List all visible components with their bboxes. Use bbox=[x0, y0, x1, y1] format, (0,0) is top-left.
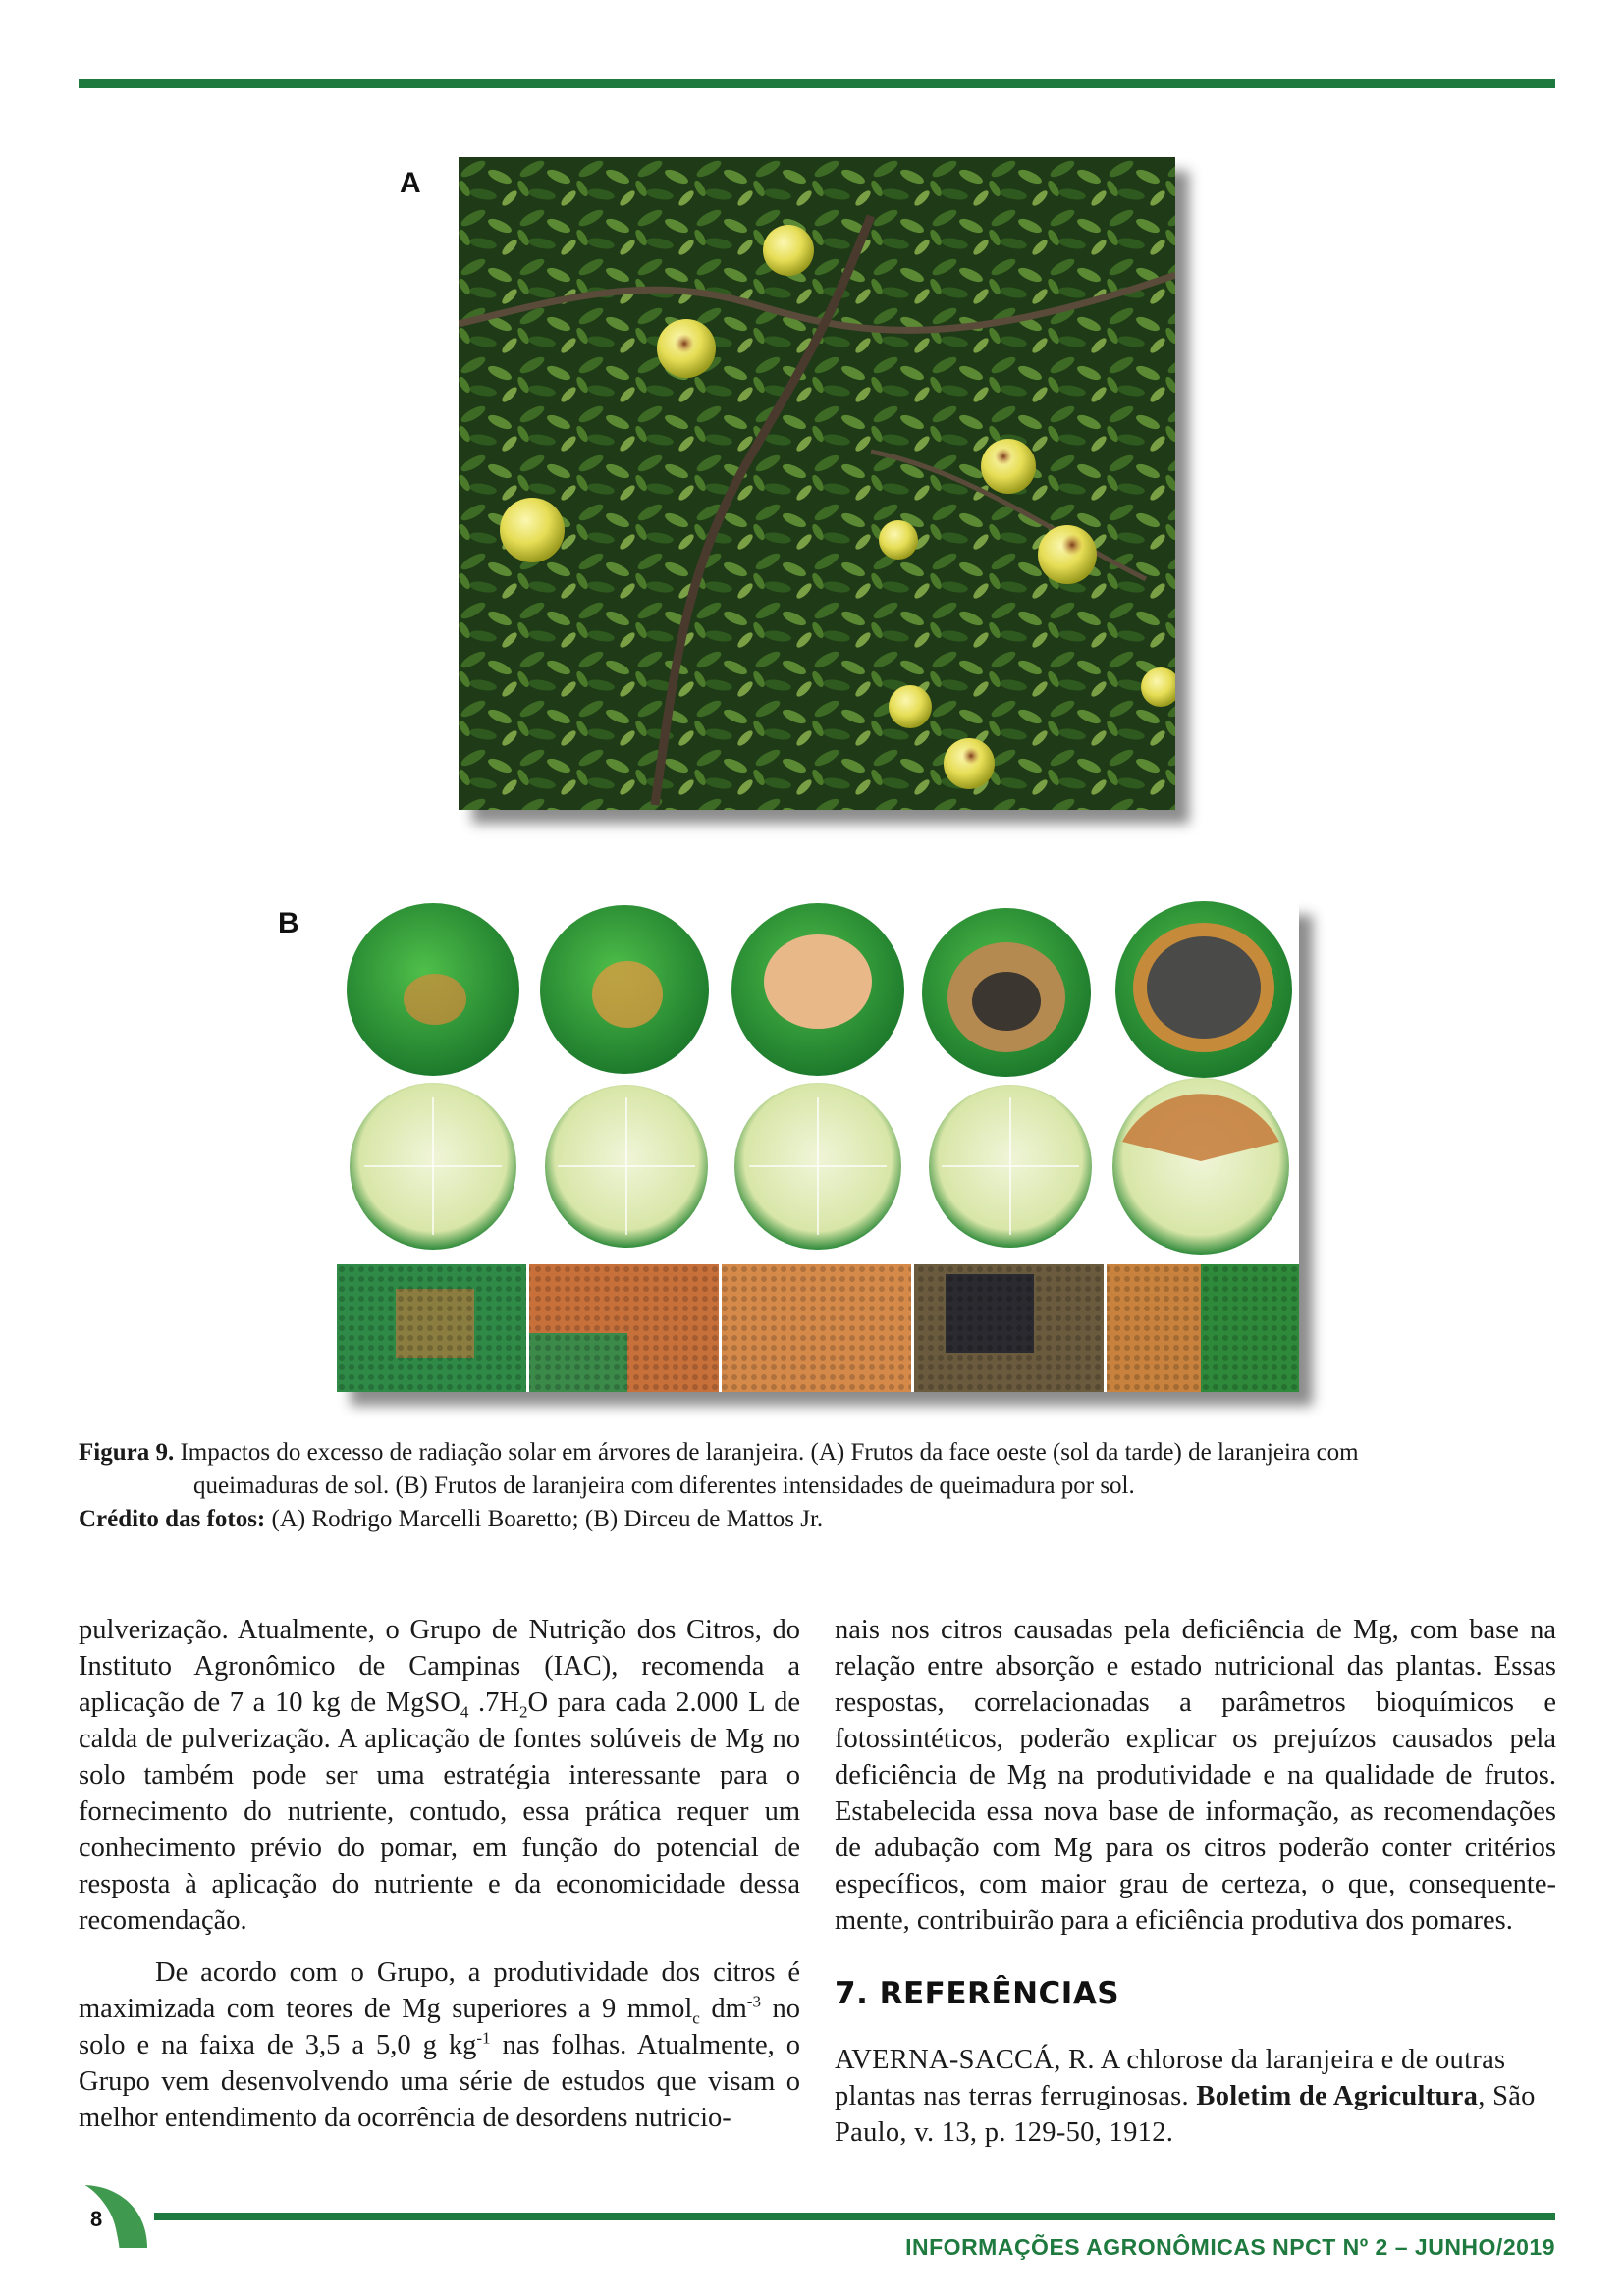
top-rule bbox=[79, 79, 1555, 88]
figure-label-a: A bbox=[400, 167, 421, 199]
left-column bbox=[79, 1612, 800, 2136]
figure-caption bbox=[79, 1436, 1555, 1536]
credit-text: (A) Rodrigo Marcelli Boaretto; (B) Dirceu de Mattos Jr. bbox=[265, 1506, 824, 1532]
left-paragraph-2: De acordo com o Grupo, a produtividade dos citros é maximizada com teores de Mg superiores a 9 mmol$_c$ $dm^{-3}$ no solo e na faixa de 3,5 a 5,0 g $kg^{-1}$ nas folhas. Atualmente, o Grupo vem desenvolvendo uma série de estudos que visam o melhor entendimento da ocorrência de desordens nutricio- bbox=[79, 1957, 800, 2133]
journal-footer: INFORMAÇÕES AGRONÔMICAS NPCT Nº 2 – JUNHO/2019 bbox=[905, 2234, 1555, 2260]
reference-entry: AVERNA-SACCÁ, R. A chlorose da laranjeira e de outras plantas nas terras ferruginosas. Boletim de Agricultura, São Paulo, v. 13, p. 129-50, 1912. bbox=[835, 2045, 1536, 2148]
page-number: 8 bbox=[90, 2207, 103, 2231]
section-heading: 7. REFERÊNCIAS bbox=[835, 1976, 1120, 2011]
caption-text-2: queimaduras de sol. (B) Frutos de laranjeira com diferentes intensidades de queimadura por sol. bbox=[193, 1472, 1135, 1499]
right-column bbox=[835, 1612, 1556, 2151]
caption-text-1: Impactos do excesso de radiação solar em árvores de laranjeira. (A) Frutos da face oeste (sol da tarde) de laranjeira com bbox=[174, 1439, 1359, 1466]
figure-label-b: B bbox=[278, 907, 299, 939]
left-paragraph-1: pulverização. Atualmente, o Grupo de Nutrição dos Citros, do Instituto Agronômico de Campinas (IAC), recomenda a aplicação de 7 a 10 kg de MgSO$_4$ $.7H_2O$ para cada 2.000 L de calda de pulverização. A aplicação de fontes solúveis de Mg no solo também pode ser uma estratégia interessante para o fornecimento do nutriente, contudo, essa prática requer um conhecimento prévio do pomar, em função do potencial de resposta à aplicação do nutriente e da economicidade dessa recomendação. bbox=[79, 1615, 800, 1936]
caption-title: Figura 9. bbox=[79, 1439, 175, 1466]
figure-b-panel bbox=[337, 901, 1299, 1392]
figure-a-photo bbox=[459, 157, 1175, 810]
right-paragraph-1: nais nos citros causadas pela deficiência de Mg, com base na relação entre absorção e estado nutricional das plantas. Essas respostas, correlacionadas a parâmetros bioquímicos e fotossintéticos, poderão explicar os prejuízos causados pela deficiência de Mg na produtividade e na qualidade de frutos. Estabelecida essa nova base de informação, as recomendações de adubação com Mg para os citros poderão conter critérios específicos, com maior grau de certeza, o que, consequente-mente, contribuirão para a eficiência produtiva dos pomares. bbox=[835, 1615, 1556, 1936]
credit-label: Crédito das fotos: bbox=[79, 1506, 266, 1532]
bottom-rule bbox=[154, 2213, 1555, 2220]
